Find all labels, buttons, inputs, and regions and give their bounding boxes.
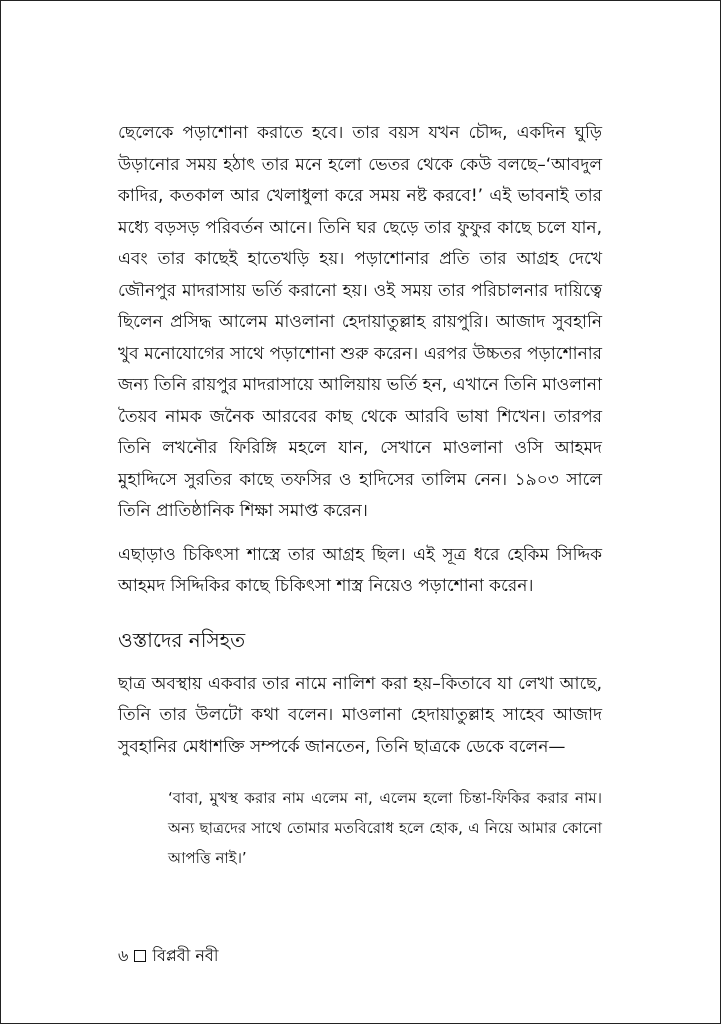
page-footer [118,944,218,968]
paragraph-1: ছেলেকে পড়াশোনা করাতে হবে। তার বয়স যখন চৌদ্দ, একদিন ঘুড়ি উড়ানোর সময় হঠাৎ তার মনে হলো ভেতর থেকে কেউ বলছে–‘আবদুল কাদির, কতকাল আর খেলাধুলা করে সময় নষ্ট করবে!’ এই ভাবনাই তার মধ্যে বড়সড় পরিবর্তন আনে। তিনি ঘর ছেড়ে তার ফুফুর কাছে চলে যান, এবং তার কাছেই হাতেখড়ি হয়। পড়াশোনার প্রতি তার আগ্রহ দেখে জৌনপুর মাদরাসায় ভর্তি করানো হয়। ওই সময় তার পরিচালনার দায়িত্বে ছিলেন প্রসিদ্ধ আলেম মাওলানা হেদায়াতুল্লাহ রায়পুরি। আজাদ সুবহানি খুব মনোযোগের সাথে পড়াশোনা শুরু করেন। এরপর উচ্চতর পড়াশোনার জন্য তিনি রায়পুর মাদরাসায়ে আলিয়ায় ভর্তি হন, এখানে তিনি মাওলানা তৈয়ব নামক জনৈক আরবের কাছ থেকে আরবি ভাষা শিখেন। তারপর তিনি লখনৌর ফিরিঙ্গি মহলে যান, সেখানে মাওলানা ওসি আহমদ মুহাদ্দিসে সুরতির কাছে তফসির ও হাদিসের তালিম নেন। ১৯০৩ সালে তিনি প্রাতিষ্ঠানিক শিক্ষা সমাপ্ত করেন। [118,123,602,521]
book-title: বিপ্লবী নবী [152,946,219,965]
page-number: ৬ [118,946,129,965]
square-icon [134,950,146,962]
paragraph-2: এছাড়াও চিকিৎসা শাস্ত্রে তার আগ্রহ ছিল। এই সূত্র ধরে হেকিম সিদ্দিক আহমদ সিদ্দিকির কাছে চিকিৎসা শাস্ত্র নিয়েও পড়াশোনা করেন। [118,544,602,596]
page-content [118,118,602,873]
paragraph-3: ছাত্র অবস্থায় একবার তার নামে নালিশ করা হয়–কিতাবে যা লেখা আছে, তিনি তার উলটো কথা বলেন। মাওলানা হেদায়াতুল্লাহ সাহেব আজাদ সুবহানির মেধাশক্তি সম্পর্কে জানতেন, তিনি ছাত্রকে ডেকে বলেন— [118,673,602,757]
section-heading: ওস্তাদের নসিহত [118,627,246,652]
block-quote: ‘বাবা, মুখস্থ করার নাম এলেম না, এলেম হলো চিন্তা-ফিকির করার নাম। অন্য ছাত্রদের সাথে তোমার মতবিরোধ হলে হোক, এ নিয়ে আমার কোনো আপত্তি নাই।’ [168,789,602,867]
